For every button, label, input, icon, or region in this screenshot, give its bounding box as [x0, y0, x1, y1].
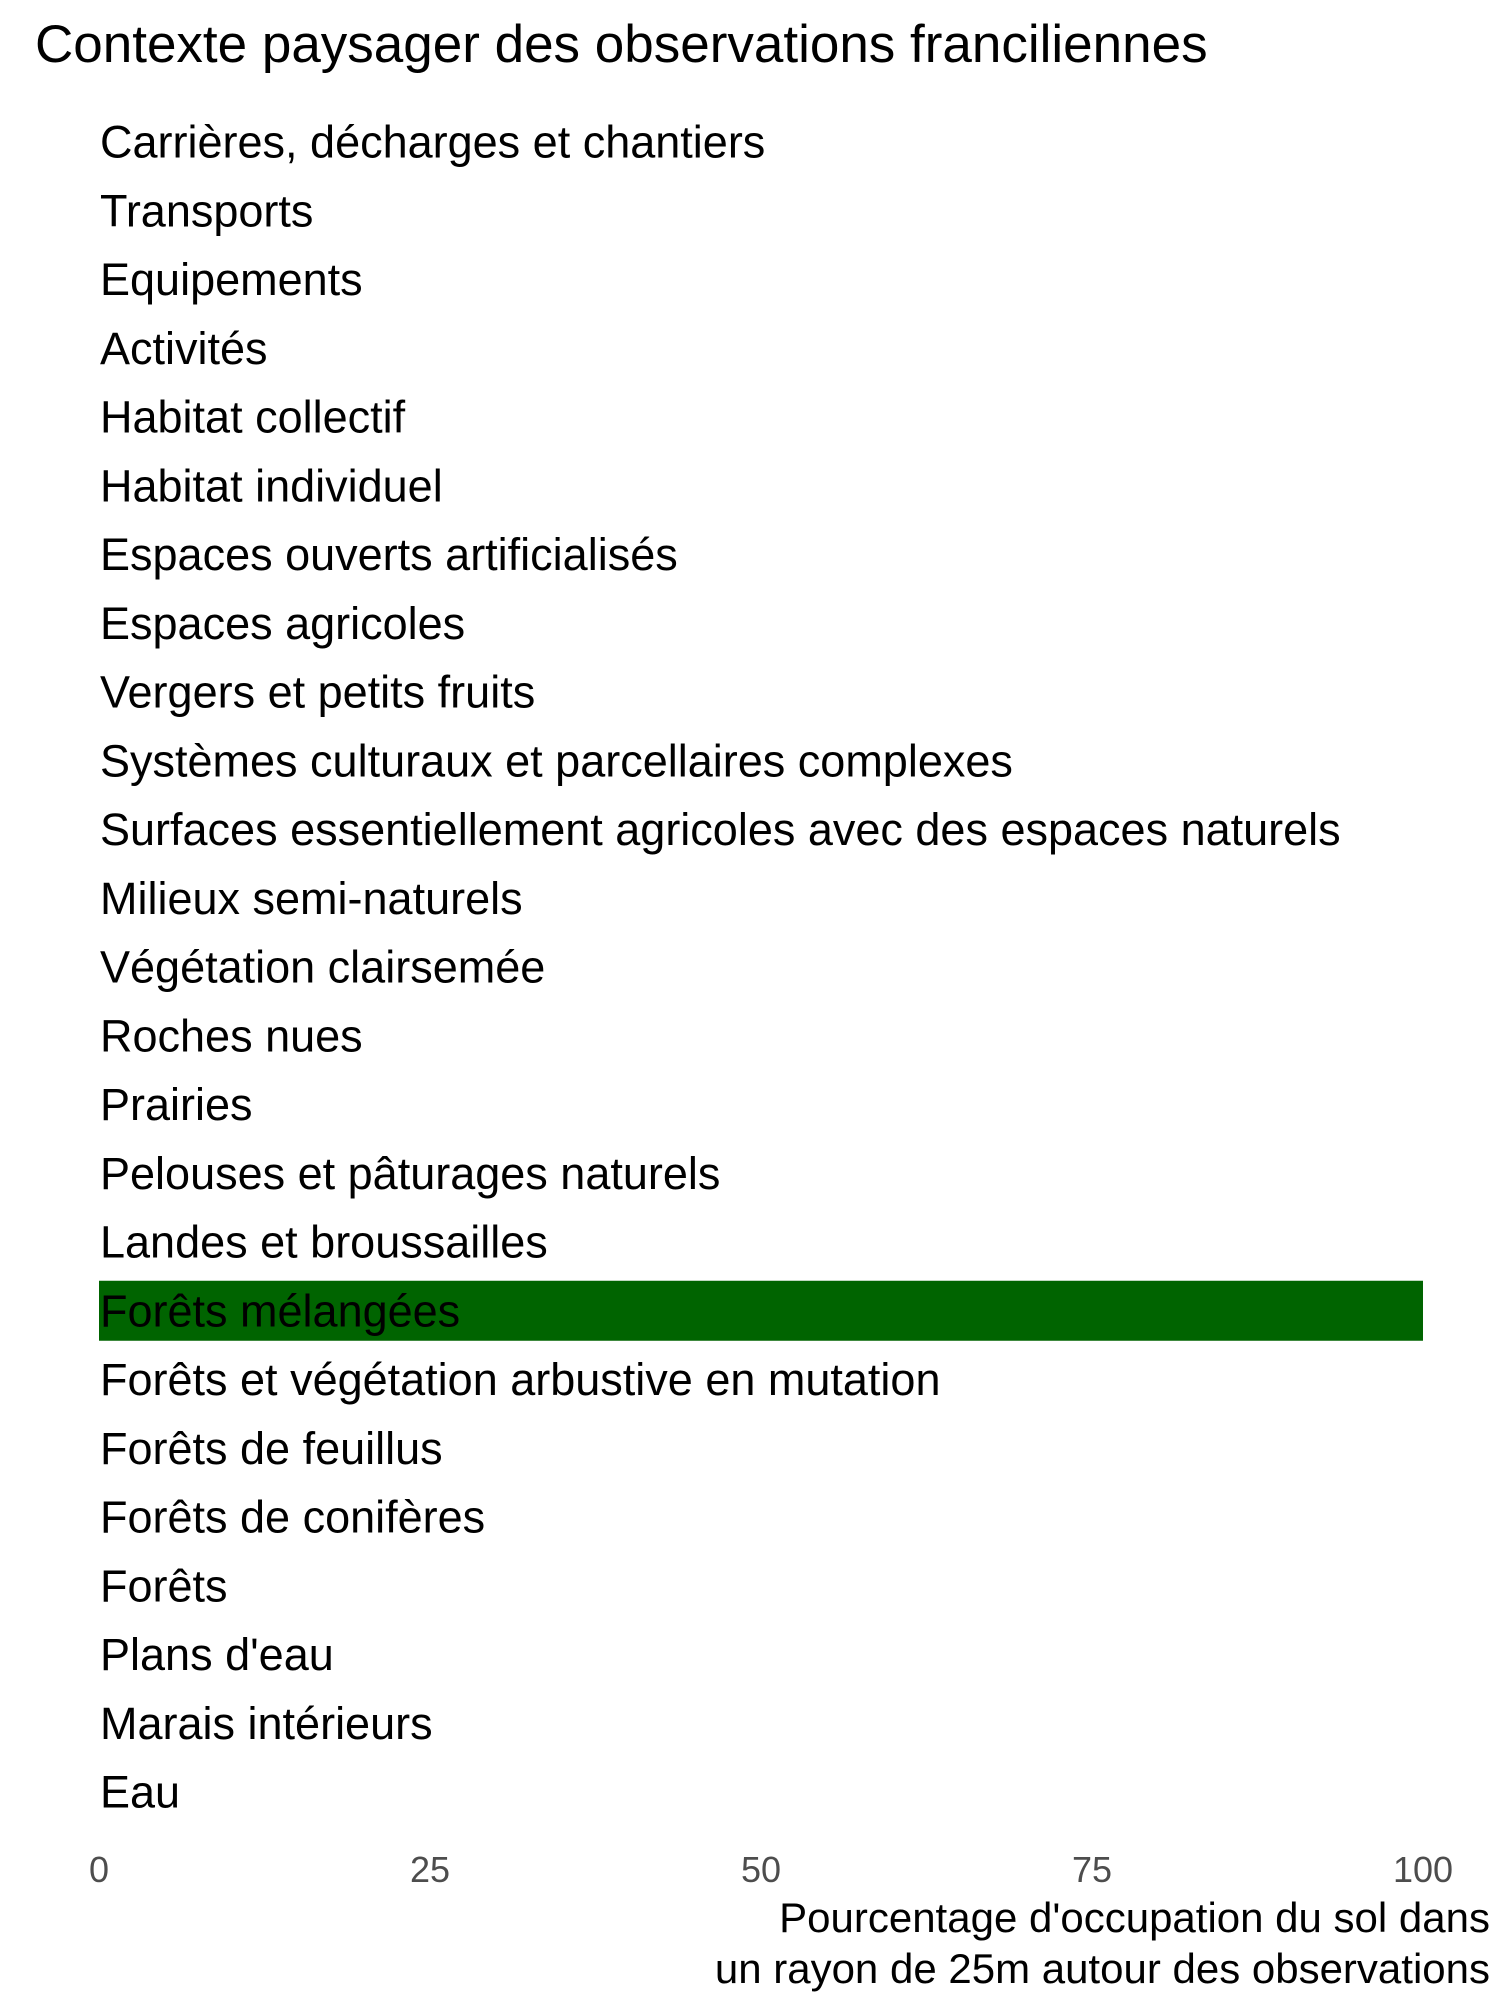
category-label: Systèmes culturaux et parcellaires complexes — [100, 735, 1013, 787]
x-tick-labels-group — [89, 1849, 1453, 1890]
category-label: Forêts de conifères — [100, 1491, 486, 1543]
x-tick-label: 0 — [88, 1849, 110, 1890]
category-label: Milieux semi-naturels — [100, 872, 523, 924]
category-label: Carrières, décharges et chantiers — [100, 116, 766, 168]
x-axis-title-line-2: un rayon de 25m autour des observations — [714, 1945, 1490, 1992]
category-label: Equipements — [100, 254, 363, 305]
category-label: Plans d'eau — [100, 1629, 334, 1680]
category-label: Habitat collectif — [100, 391, 406, 443]
x-tick-label: 25 — [409, 1849, 451, 1890]
category-labels-group — [100, 117, 1341, 1818]
category-label: Habitat individuel — [100, 460, 443, 512]
category-label: Forêts mélangées — [100, 1285, 461, 1337]
category-label: Eau — [100, 1766, 181, 1818]
category-label: Forêts — [100, 1560, 228, 1612]
x-tick-label: 50 — [740, 1849, 782, 1890]
category-label: Marais intérieurs — [100, 1697, 433, 1749]
category-label: Espaces ouverts artificialisés — [100, 529, 678, 580]
category-label: Végétation clairsemée — [100, 941, 546, 993]
chart-title: Contexte paysager des observations franciliennes — [35, 15, 1208, 74]
category-label: Prairies — [100, 1079, 253, 1130]
category-label: Forêts et végétation arbustive en mutation — [100, 1354, 941, 1405]
x-tick-label: 75 — [1071, 1849, 1113, 1890]
category-label: Surfaces essentiellement agricoles avec des espaces naturels — [100, 804, 1341, 855]
x-axis-title-line-1: Pourcentage d'occupation du sol dans — [779, 1894, 1490, 1941]
category-label: Activités — [100, 322, 268, 374]
category-label: Espaces agricoles — [100, 597, 466, 649]
category-label: Forêts de feuillus — [100, 1422, 443, 1474]
category-label: Transports — [100, 185, 314, 237]
category-label: Vergers et petits fruits — [100, 666, 536, 718]
category-label: Pelouses et pâturages naturels — [100, 1147, 721, 1199]
category-label: Roches nues — [100, 1010, 363, 1062]
x-tick-label: 100 — [1392, 1849, 1454, 1890]
category-label: Landes et broussailles — [100, 1216, 548, 1268]
